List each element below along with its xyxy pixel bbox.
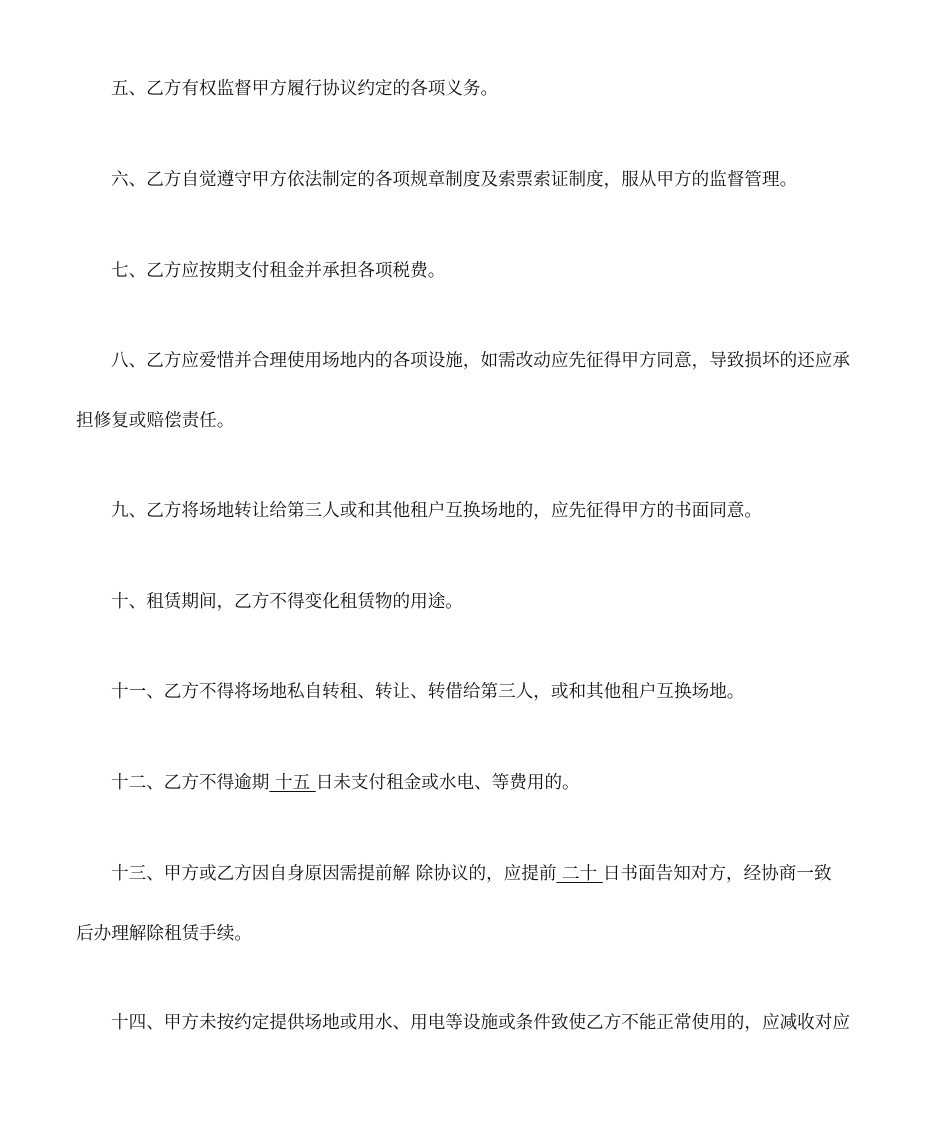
clause-13-days-blank: 二十: [556, 864, 603, 884]
clause-7: [76, 241, 876, 301]
clause-11-line-1: 十一、乙方不得将场地私自转租、转让、转借给第三人，或和其他租户互换场地。: [111, 682, 745, 702]
clause-6-line-1: 六、乙方自觉遵守甲方依法制定的各项规章制度及索票索证制度，服从甲方的监督管理。: [111, 170, 798, 190]
clause-8-line-1: 八、乙方应爱惜并合理使用场地内的各项设施，如需改动应先征得甲方同意，导致损坏的还应承: [111, 351, 850, 371]
clause-12-days-blank: 十五: [269, 773, 316, 793]
clause-12-line-1: [76, 753, 876, 813]
clause-13-line-2: 后办理解除租赁手续。: [76, 924, 252, 944]
clause-10: [76, 572, 876, 632]
clause-13-text-before: 十三、甲方或乙方因自身原因需提前解 除协议的，应提前: [111, 864, 557, 884]
clause-13-text-after: 日书面告知对方，经协商一致: [602, 864, 832, 884]
clause-14: [76, 993, 876, 1053]
clause-11: [76, 662, 876, 722]
clause-13-line-1: [76, 844, 876, 904]
clause-6: [76, 150, 876, 210]
clause-8-line-2: 担修复或赔偿责任。: [76, 411, 235, 431]
clause-8: [76, 331, 876, 451]
clause-5: [76, 59, 876, 119]
clause-12-text-after: 日未支付租金或水电、等费用的。: [315, 773, 580, 793]
clause-5-line-1: 五、乙方有权监督甲方履行协议约定的各项义务。: [111, 79, 499, 99]
clause-13: [76, 844, 876, 964]
clause-9-line-1: 九、乙方将场地转让给第三人或和其他租户互换场地的，应先征得甲方的书面同意。: [111, 501, 762, 521]
clause-9: [76, 481, 876, 541]
clause-14-line-1: 十四、甲方未按约定提供场地或用水、用电等设施或条件致使乙方不能正常使用的，应减收对应: [111, 1013, 850, 1033]
clause-10-line-1: 十、租赁期间，乙方不得变化租赁物的用途。: [111, 592, 463, 612]
clause-12-text-before: 十二、乙方不得逾期: [111, 773, 270, 793]
clause-12: [76, 753, 876, 813]
clause-7-line-1: 七、乙方应按期支付租金并承担各项税费。: [111, 261, 446, 281]
